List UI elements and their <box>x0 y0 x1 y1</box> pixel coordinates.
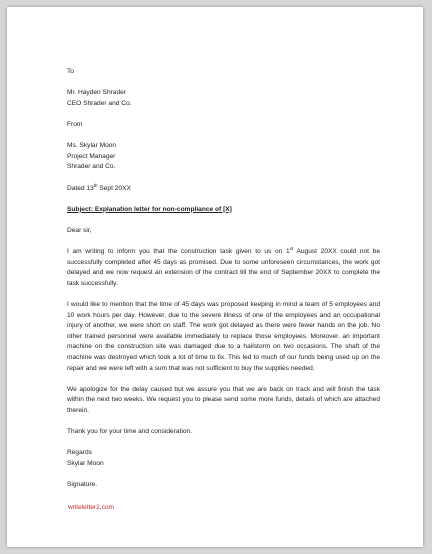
sender-name: Ms. Skylar Moon <box>67 142 117 150</box>
paragraph-3: We apologize for the delay caused but we assure you that we are back on track and will finish the task within the next two weeks. We request you to please send some more funds, details of which are attached therein. <box>67 385 380 414</box>
signoff-name: Skylar Moon <box>67 459 104 467</box>
subject-line: Subject: Explanation letter for non-compliance of [X] <box>67 205 232 213</box>
letter-body <box>67 67 380 491</box>
recipient-name: Mr. Hayden Shrader <box>67 89 127 97</box>
date-superscript: th <box>93 182 98 188</box>
document-page <box>7 7 423 547</box>
paragraph-2: I would like to mention that the time of 45 days was proposed keeping in mind a team of 5 employees and 10 work hours per day. However, due to the severe illness of one of the employees and an occupational injury of another, we were short on staff. The work got delayed as there were fewer hands on the job. No other trained personnel were available immediately to replace those employees. Moreover, an important machine on the construction site was damaged due to a hailstorm on two occasions. The shaft of the machine was destroyed which took a lot of time to fix. This led to much of our funds being used up on the repair and we were left with a sum that was not sufficient to buy the supplies needed. <box>67 301 380 372</box>
paragraph-1-end: August 20XX could not be successfully completed after 45 days as promised. Due to some unforeseen circumstances, the work got delayed and we now request an extension of the contract till the end of September 20XX to complete the task successfully. <box>67 248 381 287</box>
paragraph-1-start: I am writing to inform you that the construction task given to us on 1 <box>67 248 290 256</box>
sender-title: Project Manager <box>67 152 116 160</box>
from-label: From <box>67 120 83 128</box>
to-label: To <box>67 68 74 75</box>
signature-line: Signature. <box>67 481 98 489</box>
thanks-line: Thank you for your time and consideration. <box>67 428 192 436</box>
footer-site-link[interactable]: writeletter2.com <box>68 504 114 511</box>
regards-line: Regards <box>67 449 92 457</box>
paragraph-1-superscript: st <box>289 245 294 251</box>
paragraph-1 <box>67 247 380 289</box>
salutation: Dear sir, <box>67 226 92 234</box>
date-suffix: Sept 20XX <box>97 184 131 192</box>
recipient-title: CEO Shrader and Co. <box>67 99 132 107</box>
date-prefix: Dated 13 <box>67 184 94 192</box>
letter-date <box>67 184 380 195</box>
sender-company: Shrader and Co. <box>67 163 116 171</box>
